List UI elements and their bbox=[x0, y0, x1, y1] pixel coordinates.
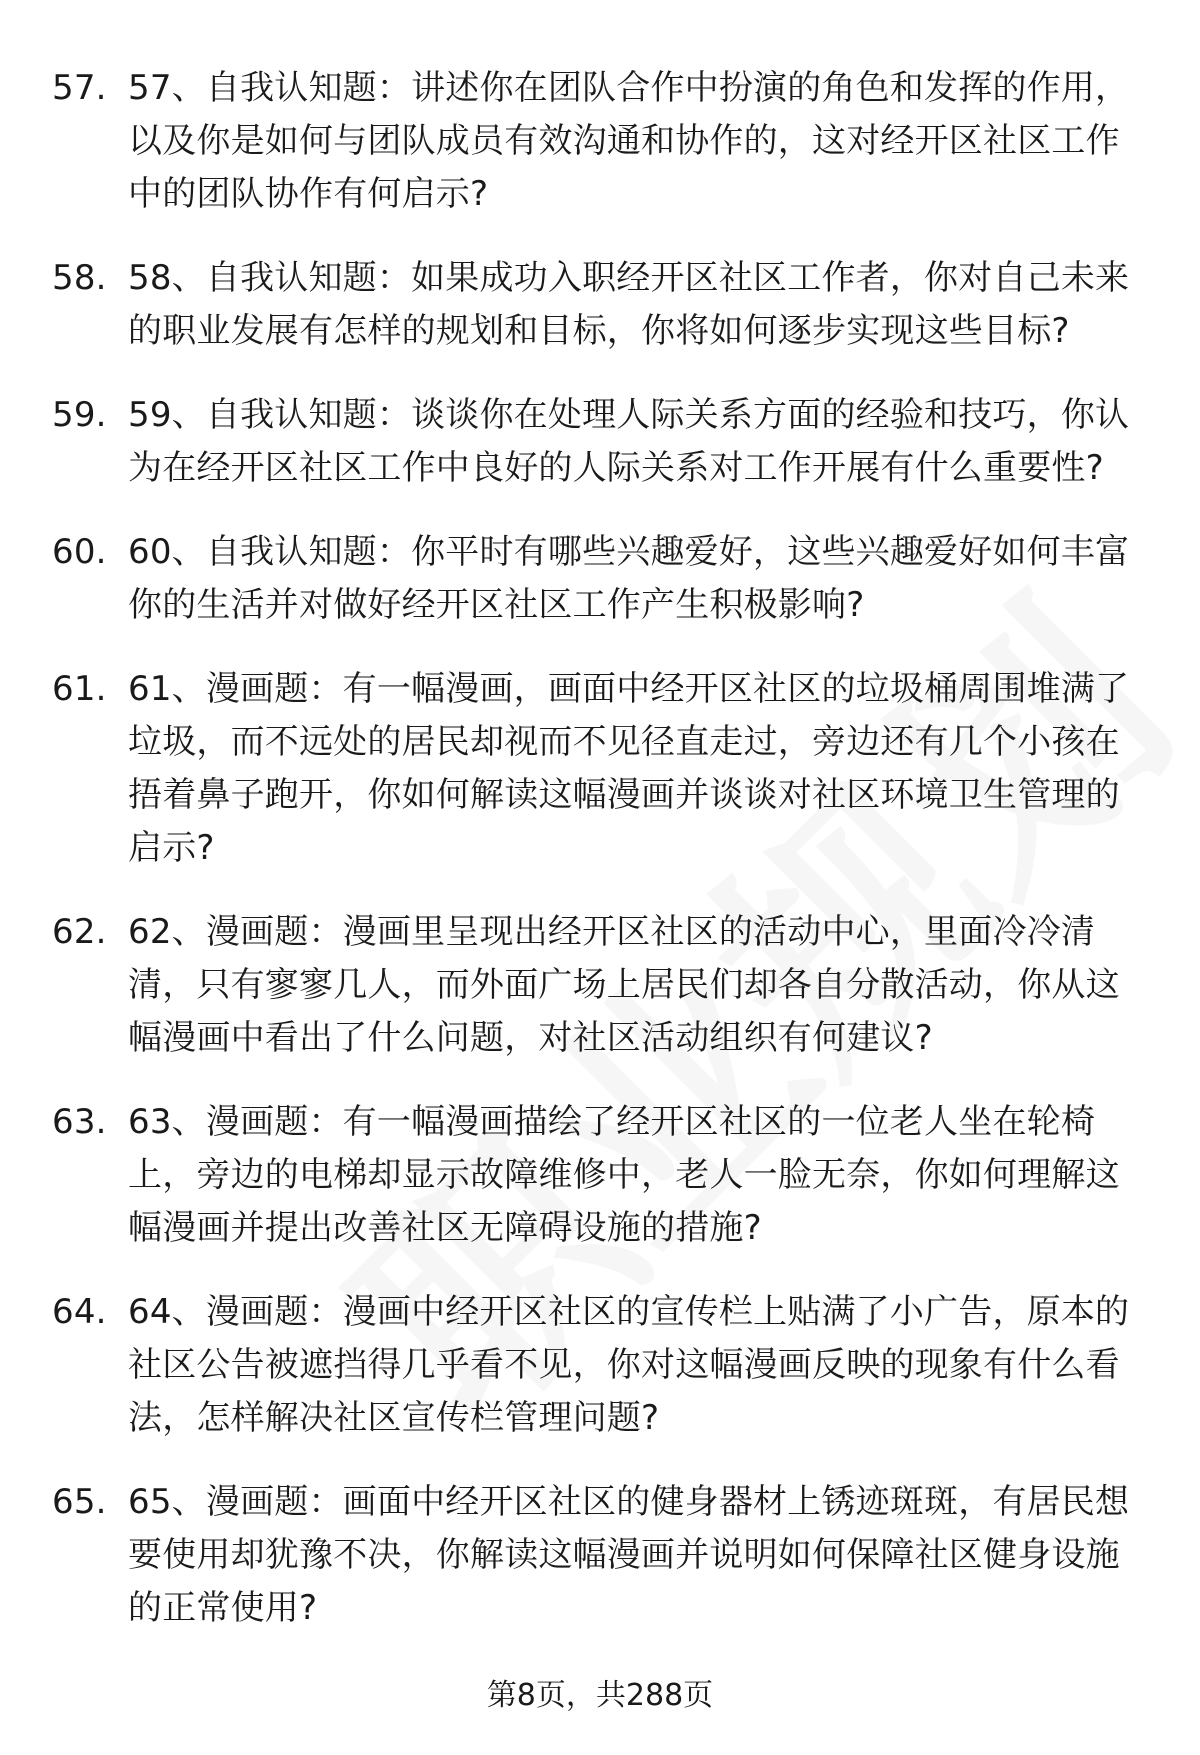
question-text: 65、漫画题：画面中经开区社区的健身器材上锈迹斑斑，有居民想要使用却犹豫不决，你解读这幅漫画并说明如何保障社区健身设施的正常使用? bbox=[128, 1482, 1130, 1628]
question-number: 62. bbox=[52, 912, 107, 952]
question-number: 57. bbox=[52, 68, 107, 108]
question-text: 57、自我认知题：讲述你在团队合作中扮演的角色和发挥的作用，以及你是如何与团队成员有效沟通和协作的，这对经开区社区工作中的团队协作有何启示? bbox=[128, 68, 1130, 214]
question-item bbox=[0, 1476, 1200, 1635]
page-indicator: 第8页，共288页 bbox=[486, 1678, 714, 1713]
question-number: 58. bbox=[52, 258, 107, 298]
question-number: 64. bbox=[52, 1292, 107, 1332]
question-item bbox=[0, 1096, 1200, 1255]
question-item bbox=[0, 663, 1200, 875]
question-text: 60、自我认知题：你平时有哪些兴趣爱好，这些兴趣爱好如何丰富你的生活并对做好经开区社区工作产生积极影响? bbox=[128, 532, 1130, 625]
question-item bbox=[0, 62, 1200, 221]
question-number: 65. bbox=[52, 1482, 107, 1522]
question-text: 62、漫画题：漫画里呈现出经开区社区的活动中心，里面冷冷清清，只有寥寥几人，而外面广场上居民们却各自分散活动，你从这幅漫画中看出了什么问题，对社区活动组织有何建议? bbox=[128, 912, 1120, 1058]
question-number: 63. bbox=[52, 1102, 107, 1142]
question-list bbox=[0, 62, 1200, 1666]
question-number: 59. bbox=[52, 395, 107, 435]
question-item bbox=[0, 906, 1200, 1065]
question-text: 61、漫画题：有一幅漫画，画面中经开区社区的垃圾桶周围堆满了垃圾，而不远处的居民却视而不见径直走过，旁边还有几个小孩在捂着鼻子跑开，你如何解读这幅漫画并谈谈对社区环境卫生管理的启示? bbox=[128, 669, 1130, 868]
question-text: 59、自我认知题：谈谈你在处理人际关系方面的经验和技巧，你认为在经开区社区工作中良好的人际关系对工作开展有什么重要性? bbox=[128, 395, 1130, 488]
question-item bbox=[0, 252, 1200, 358]
question-item bbox=[0, 1286, 1200, 1445]
question-item bbox=[0, 389, 1200, 495]
question-text: 64、漫画题：漫画中经开区社区的宣传栏上贴满了小广告，原本的社区公告被遮挡得几乎看不见，你对这幅漫画反映的现象有什么看法，怎样解决社区宣传栏管理问题? bbox=[128, 1292, 1130, 1438]
question-text: 63、漫画题：有一幅漫画描绘了经开区社区的一位老人坐在轮椅上，旁边的电梯却显示故障维修中，老人一脸无奈，你如何理解这幅漫画并提出改善社区无障碍设施的措施? bbox=[128, 1102, 1120, 1248]
question-item bbox=[0, 526, 1200, 632]
question-text: 58、自我认知题：如果成功入职经开区社区工作者，你对自己未来的职业发展有怎样的规划和目标，你将如何逐步实现这些目标? bbox=[128, 258, 1130, 351]
question-number: 61. bbox=[52, 669, 107, 709]
question-number: 60. bbox=[52, 532, 107, 572]
